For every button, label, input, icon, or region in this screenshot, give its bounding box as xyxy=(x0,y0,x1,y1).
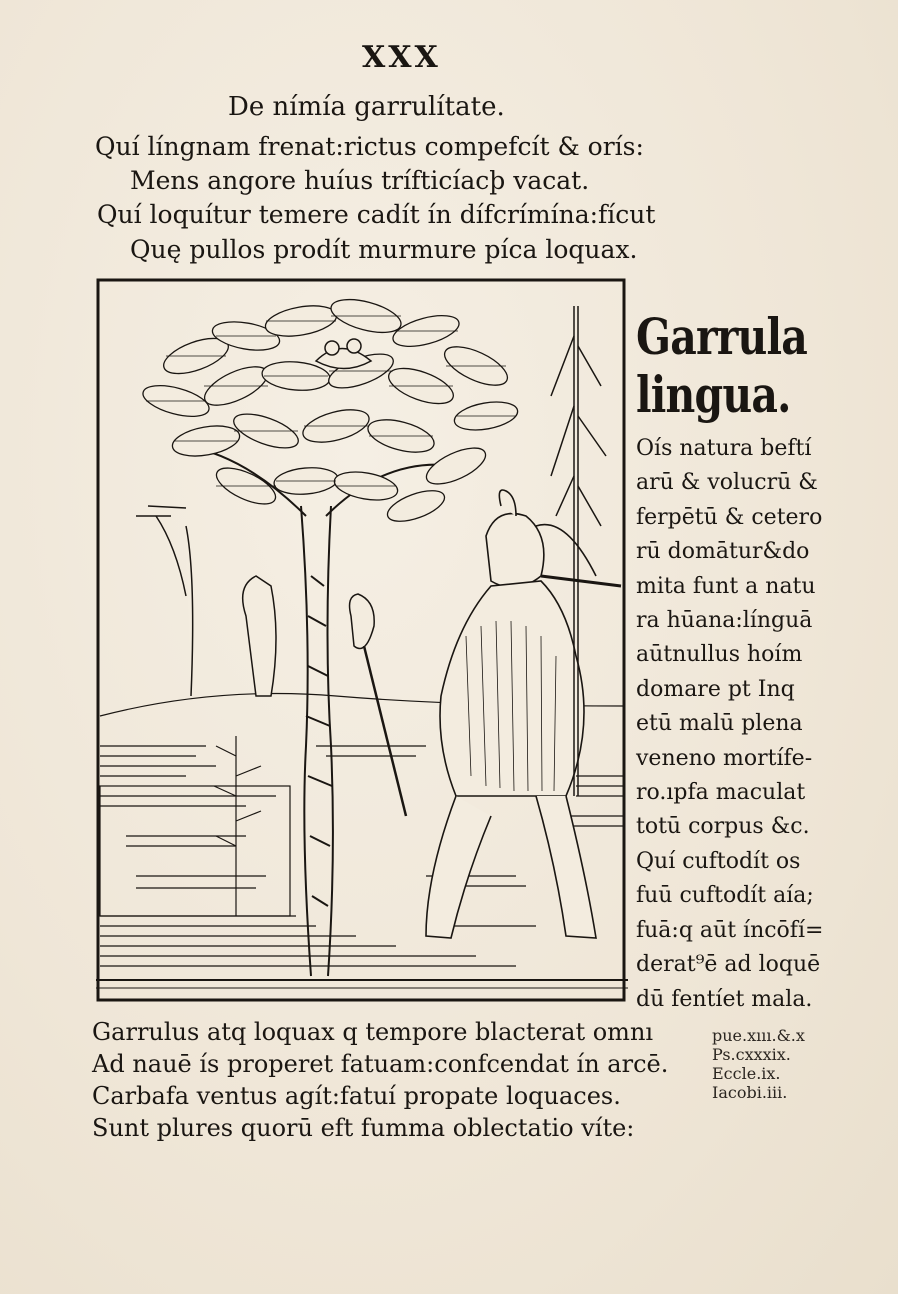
commentary-line: mita funt a natu xyxy=(636,573,816,599)
verse-line: Mens angore huíus trífticíacþ vacat. xyxy=(130,166,590,195)
commentary-line: ra hūana:línguā xyxy=(636,608,813,634)
commentary-line: arū & volucrū & xyxy=(636,470,818,496)
commentary-line: ro.ıpfa maculat xyxy=(636,780,806,806)
commentary-line: totū corpus &c. xyxy=(636,814,810,840)
commentary-line: Quí cuftodít os xyxy=(636,848,801,874)
commentary-line: rū domātur&do xyxy=(636,539,810,565)
folio-number: XXX xyxy=(362,40,441,75)
woodcut-illustration xyxy=(96,276,628,1004)
commentary-line: veneno mortífe- xyxy=(636,745,813,771)
closing-verse xyxy=(92,1016,668,1144)
commentary-line: ferpētū & cetero xyxy=(636,504,823,530)
commentary-line: aūtnullus hoím xyxy=(636,642,803,668)
commentary-line: fuū cuftodít aía; xyxy=(636,883,814,909)
closing-verse-line: Ad nauē ís properet fatuam:confcendat ín arcē. xyxy=(92,1050,669,1078)
closing-verse-line: Garrulus atq loquax q tempore blacterat omnı xyxy=(92,1018,654,1046)
commentary-line: dū fentíet mala. xyxy=(636,986,813,1012)
marginal-reference: Ps.cxxxix. xyxy=(712,1045,791,1064)
commentary-line: derat⁹ē ad loquē xyxy=(636,952,821,978)
commentary-column xyxy=(636,432,823,1017)
verse-line: Quę pullos prodít murmure píca loquax. xyxy=(130,235,638,264)
commentary-line: etū malū plena xyxy=(636,711,803,737)
commentary-line: Oís natura beftí xyxy=(636,436,812,461)
section-title: Garrula xyxy=(636,307,807,366)
marginal-reference: Iacobi.iii. xyxy=(712,1083,788,1102)
commentary-line: fuā:q aūt íncōfí= xyxy=(636,917,824,943)
commentary-line: domare pt Inq xyxy=(636,676,795,702)
closing-verse-line: Sunt plures quorū eft fumma oblectatio víte: xyxy=(92,1114,635,1142)
marginal-references xyxy=(712,1026,805,1102)
verse-line: Quí língnam frenat:rictus compefcít & orís: xyxy=(95,132,644,161)
section-title: lingua. xyxy=(636,365,791,424)
marginal-reference: pue.xııı.&.x xyxy=(712,1026,805,1045)
chapter-heading: De nímía garrulítate. xyxy=(228,92,505,122)
marginal-reference: Eccle.ix. xyxy=(712,1064,781,1083)
verse-line: Quí loquítur temere cadít ín dífcrímína:fícut xyxy=(97,200,656,229)
closing-verse-line: Carbafa ventus agít:fatuí propate loquaces. xyxy=(92,1082,621,1110)
